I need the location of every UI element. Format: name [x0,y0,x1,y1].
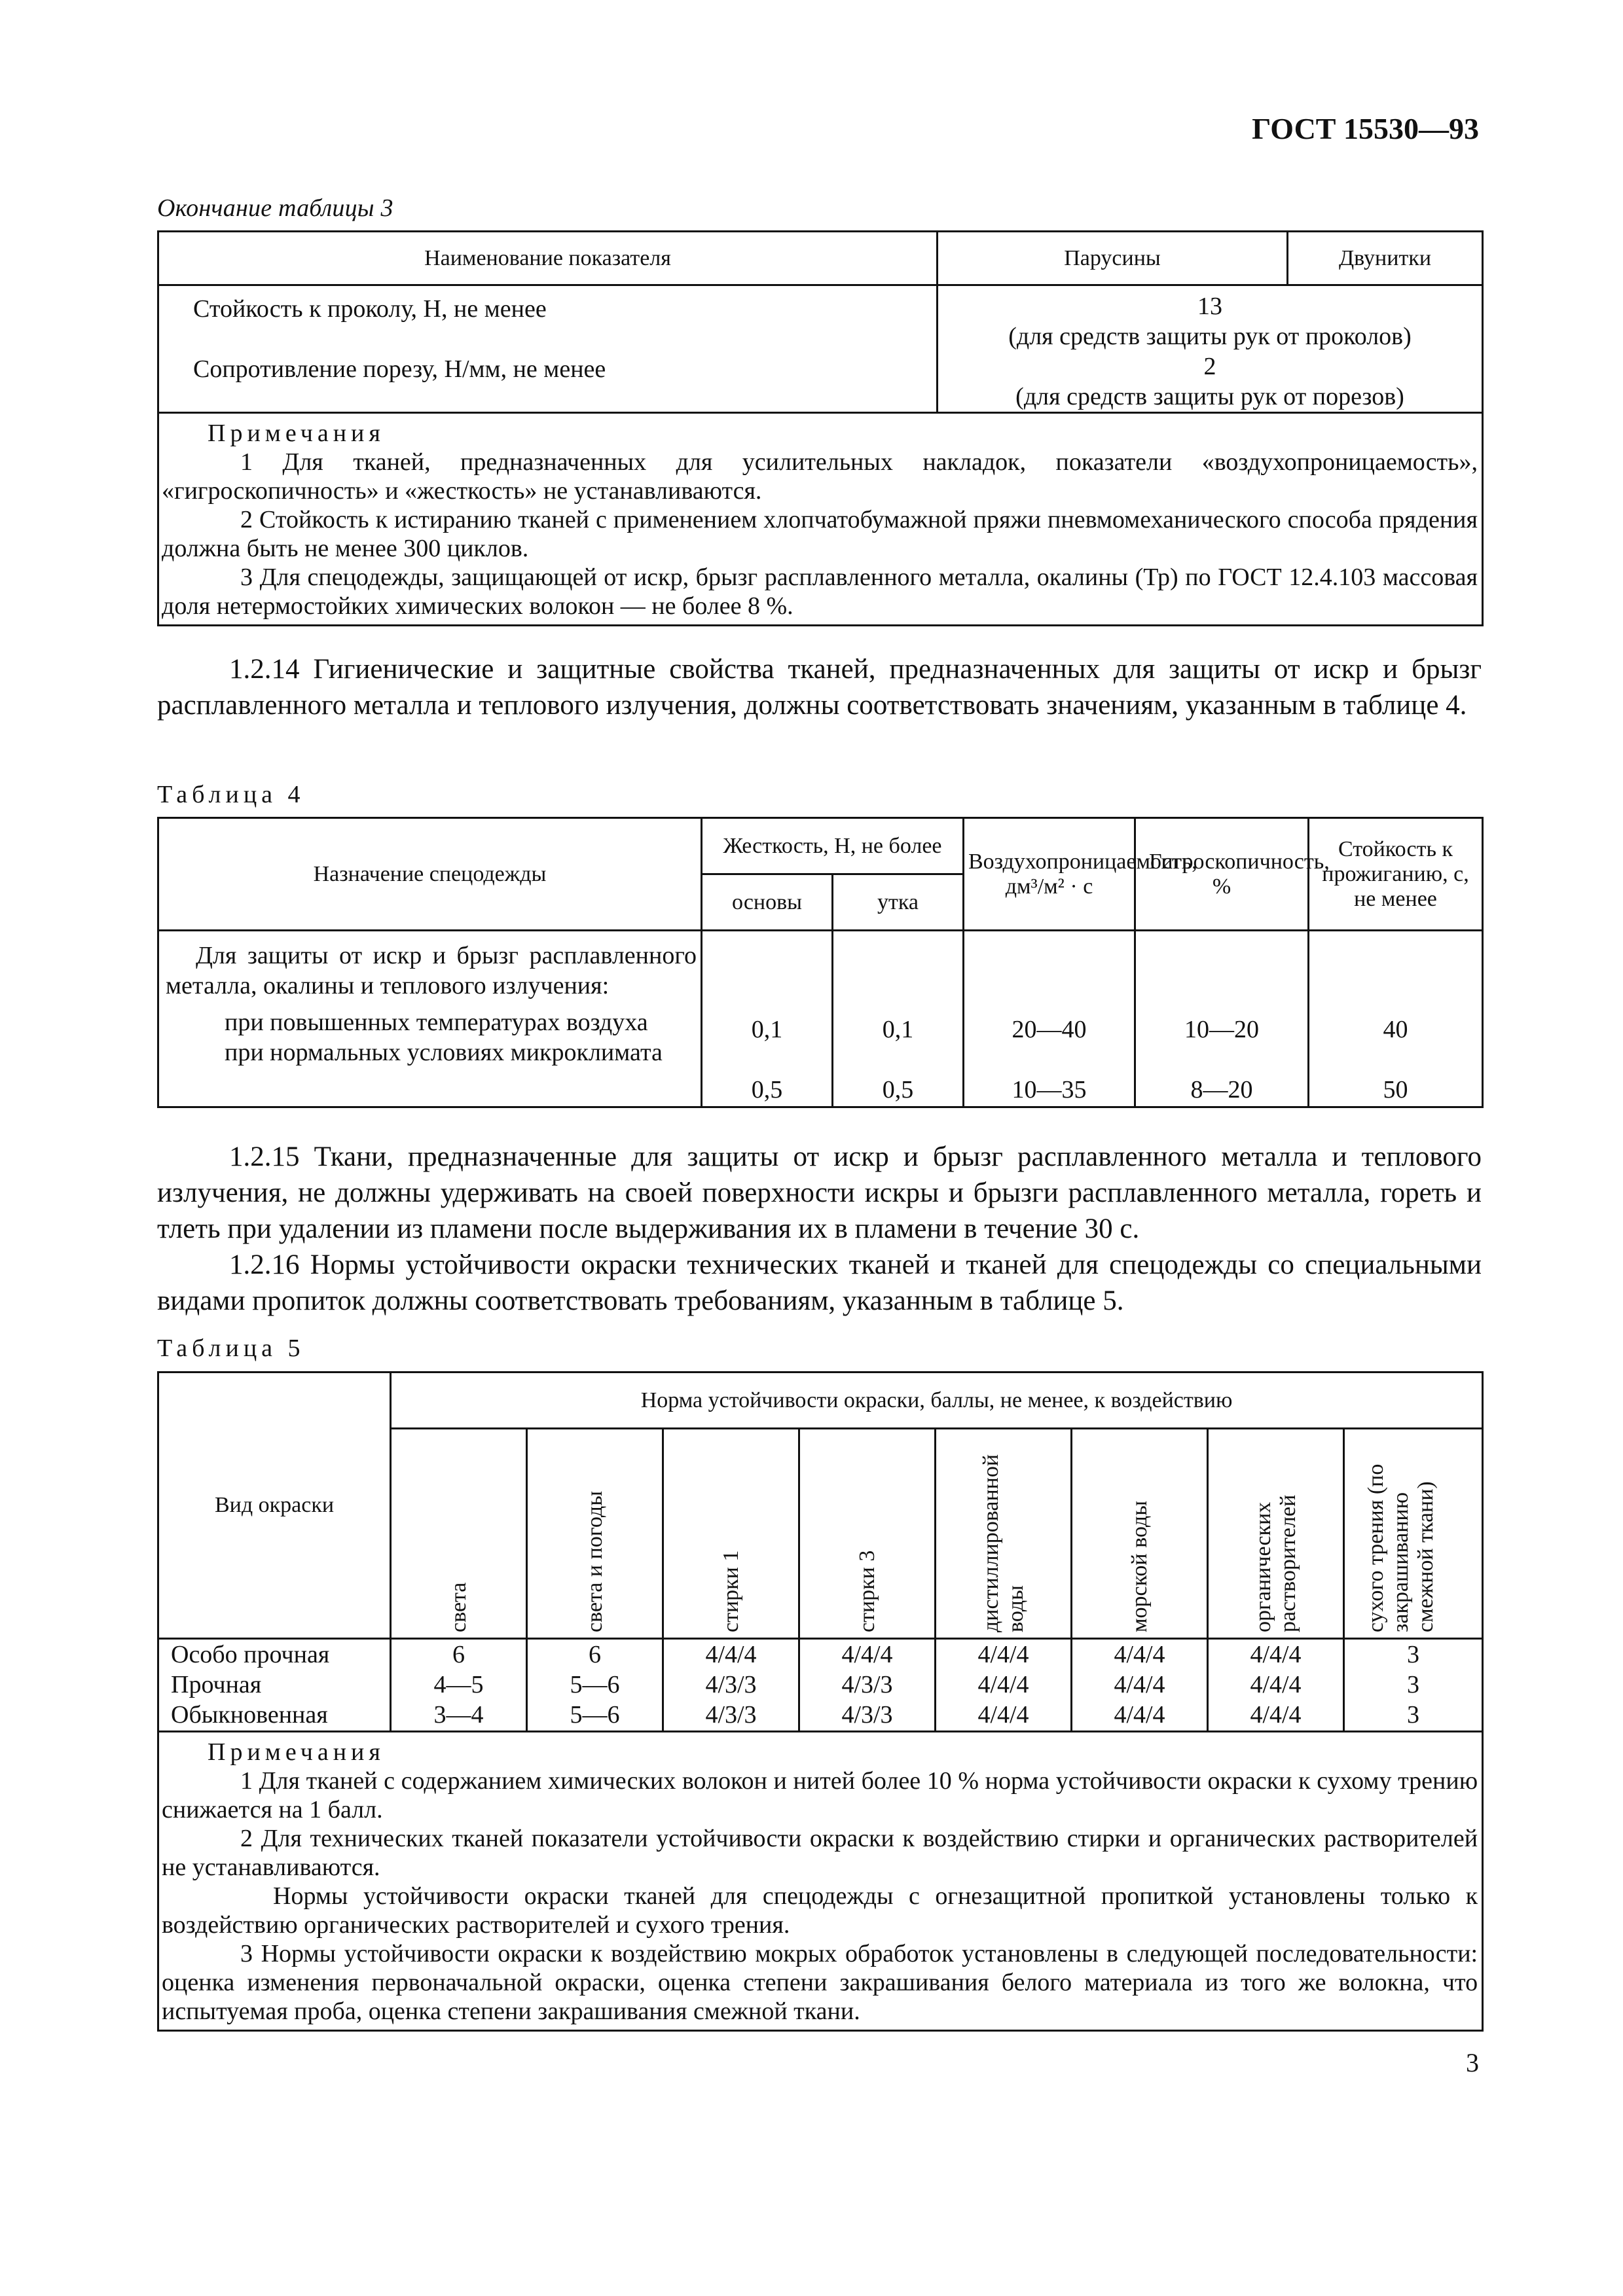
table5 [157,1371,1484,2032]
table3 [157,230,1484,626]
table5-cell: 4/4/4 [705,1641,757,1668]
table3-row-value: 13 [1197,293,1222,320]
paragraph-1-2-14 [157,651,1482,723]
table5-note: 1 Для тканей с содержанием химических волокон и нитей более 10 % норма устойчивости окраски к сухому трению снижается на 1 балл. [162,1767,1478,1823]
table5-cell: 4/3/3 [841,1701,893,1729]
table5-col-sea-water: морской воды [1127,1500,1152,1632]
table5-row-kind: Особо прочная [171,1641,330,1668]
table4-group-label: Для защиты от искр и брызг расплавленного металла, окалины и теплового излучения: [166,942,697,999]
table5-col-wash1: стирки 1 [718,1550,743,1632]
table3-note: 1 Для тканей, предназначенных для усилительных накладок, показатели «воздухопроницаемость», «гигроскопичность» и «жесткость» не устанавливаются. [162,448,1478,505]
table3-caption: Окончание таблицы 3 [157,194,393,222]
table5-note: 3 Нормы устойчивости окраски к воздействию мокрых обработок установлены в следующей последовательности: оценка изменения первоначальной окраски, оценка степени закрашивания белого материала из того же волокна, что испытуемая проба, оценка степени закрашивания смежной ткани. [162,1940,1478,2025]
table5-cell: 3—4 [433,1701,484,1729]
table4-cell: 0,1 [882,1016,914,1043]
table5-notes-title: Примечания [208,1738,385,1766]
table5-cell: 4/3/3 [841,1671,893,1698]
table5-cell: 4/4/4 [841,1641,893,1668]
table3-header-sailcloth: Парусины [938,232,1288,285]
table4-cell: 20—40 [1012,1016,1087,1043]
table3-row-note: (для средств защиты рук от порезов) [1015,383,1404,410]
table5-col-distilled-water: дистиллированной воды [978,1454,1028,1632]
table3-note: 2 Стойкость к истиранию тканей с применением хлопчатобумажной пряжи пневмомеханического способа прядения должна быть не менее 300 циклов. [162,506,1478,562]
table4-cell: 10—20 [1184,1016,1259,1043]
table5-cell: 5—6 [570,1671,620,1698]
table3-note: 3 Для спецодежды, защищающей от искр, брызг расплавленного металла, окалины (Тр) по ГОСТ 12.4.103 массовая доля нетермостойких химических волокон — не более 8 %. [162,564,1478,620]
table4-cell: 40 [1383,1016,1408,1043]
table4-cell: 0,1 [751,1016,783,1043]
table5-row-kind: Обыкновенная [171,1701,328,1729]
document-code: ГОСТ 15530—93 [1252,112,1479,145]
table5-row-kind: Прочная [171,1671,262,1698]
table4 [157,817,1484,1108]
table4-row-label: при повышенных температурах воздуха [225,1009,648,1036]
table5-cell: 3 [1407,1671,1420,1698]
table5-cell: 4/4/4 [1250,1641,1302,1668]
table5-col-solvents: органических растворителей [1250,1494,1300,1632]
table5-cell: 5—6 [570,1701,620,1729]
table5-cell: 6 [452,1641,465,1668]
table4-header-air: Воздухопроницаемость, дм³/м² · с [964,818,1135,931]
table5-note: 2 Для технических тканей показатели устойчивости окраски к воздействию стирки и органических растворителей не устанавливаются. [162,1825,1478,1881]
table4-cell: 8—20 [1190,1076,1253,1103]
table4-header-hygro: Гигроскопичность, % [1135,818,1309,931]
table5-cell: 4/4/4 [977,1671,1029,1698]
table3-header-twill: Двунитки [1288,232,1483,285]
table5-cell: 4/3/3 [705,1701,757,1729]
table5-cell: 4/4/4 [1114,1641,1165,1668]
table3-notes-title: Примечания [208,420,385,447]
table4-header-burn: Стойкость к прожиганию, с, не менее [1309,818,1483,931]
table5-col-wash3: стирки 3 [854,1550,879,1632]
table4-caption: Таблица 4 [157,781,305,808]
table5-header-kind: Вид окраски [158,1372,391,1639]
table4-header-purpose: Назначение спецодежды [158,818,702,931]
table5-col-light: света [446,1582,471,1632]
table5-col-dry-rub: сухого трения (по закрашиванию смежной ткани) [1363,1463,1438,1632]
table4-cell: 50 [1383,1076,1408,1103]
table5-cell: 4/3/3 [705,1671,757,1698]
table3-row-note: (для средств защиты рук от проколов) [1008,323,1412,350]
table5-cell: 6 [589,1641,601,1668]
table3-header-name: Наименование показателя [158,232,938,285]
table4-cell: 10—35 [1012,1076,1087,1103]
table4-header-base: основы [702,874,833,931]
table5-cell: 4/4/4 [977,1701,1029,1729]
table5-header-norm: Норма устойчивости окраски, баллы, не менее, к воздействию [391,1372,1483,1429]
table4-row-label: при нормальных условиях микроклимата [225,1039,663,1066]
table5-note: Нормы устойчивости окраски тканей для спецодежды с огнезащитной пропиткой установлены только к воздействию органических растворителей и сухого трения. [162,1882,1478,1939]
table3-row-value: 2 [1203,353,1216,380]
table5-cell: 3 [1407,1701,1420,1729]
table5-caption: Таблица 5 [157,1335,305,1362]
paragraph-text: 1.2.14 Гигиенические и защитные свойства тканей, предназначенных для защиты от искр и брызг расплавленного металла и теплового излучения, должны соответствовать значениям, указанным в таблице 4. [157,654,1482,721]
table4-header-stiffness: Жесткость, Н, не более [702,818,964,874]
table4-header-weft: утка [833,874,964,931]
table5-cell: 4/4/4 [1114,1701,1165,1729]
table3-row-name: Стойкость к проколу, Н, не менее [193,295,547,323]
table5-cell: 3 [1407,1641,1420,1668]
table4-cell: 0,5 [751,1076,783,1103]
page-number: 3 [1466,2048,1479,2077]
table5-cell: 4/4/4 [1250,1701,1302,1729]
table5-cell: 4/4/4 [1250,1671,1302,1698]
paragraphs-1-2-15-16 [157,1139,1482,1319]
table5-col-light-weather: света и погоды [582,1490,607,1632]
table5-cell: 4/4/4 [1114,1671,1165,1698]
table5-cell: 4—5 [433,1671,484,1698]
table3-row-name: Сопротивление порезу, Н/мм, не менее [193,355,606,383]
paragraph-text: 1.2.15 Ткани, предназначенные для защиты от искр и брызг расплавленного металла и теплового излучения, не должны удерживать на своей поверхности искры и брызги расплавленного металла, гореть и тлеть при удалении из пламени после выдерживания их в пламени в течение 30 с. [157,1141,1482,1244]
paragraph-text: 1.2.16 Нормы устойчивости окраски технических тканей и тканей для спецодежды со специальными видами пропиток должны соответствовать требованиям, указанным в таблице 5. [157,1249,1482,1316]
table5-cell: 4/4/4 [977,1641,1029,1668]
table4-cell: 0,5 [882,1076,914,1103]
